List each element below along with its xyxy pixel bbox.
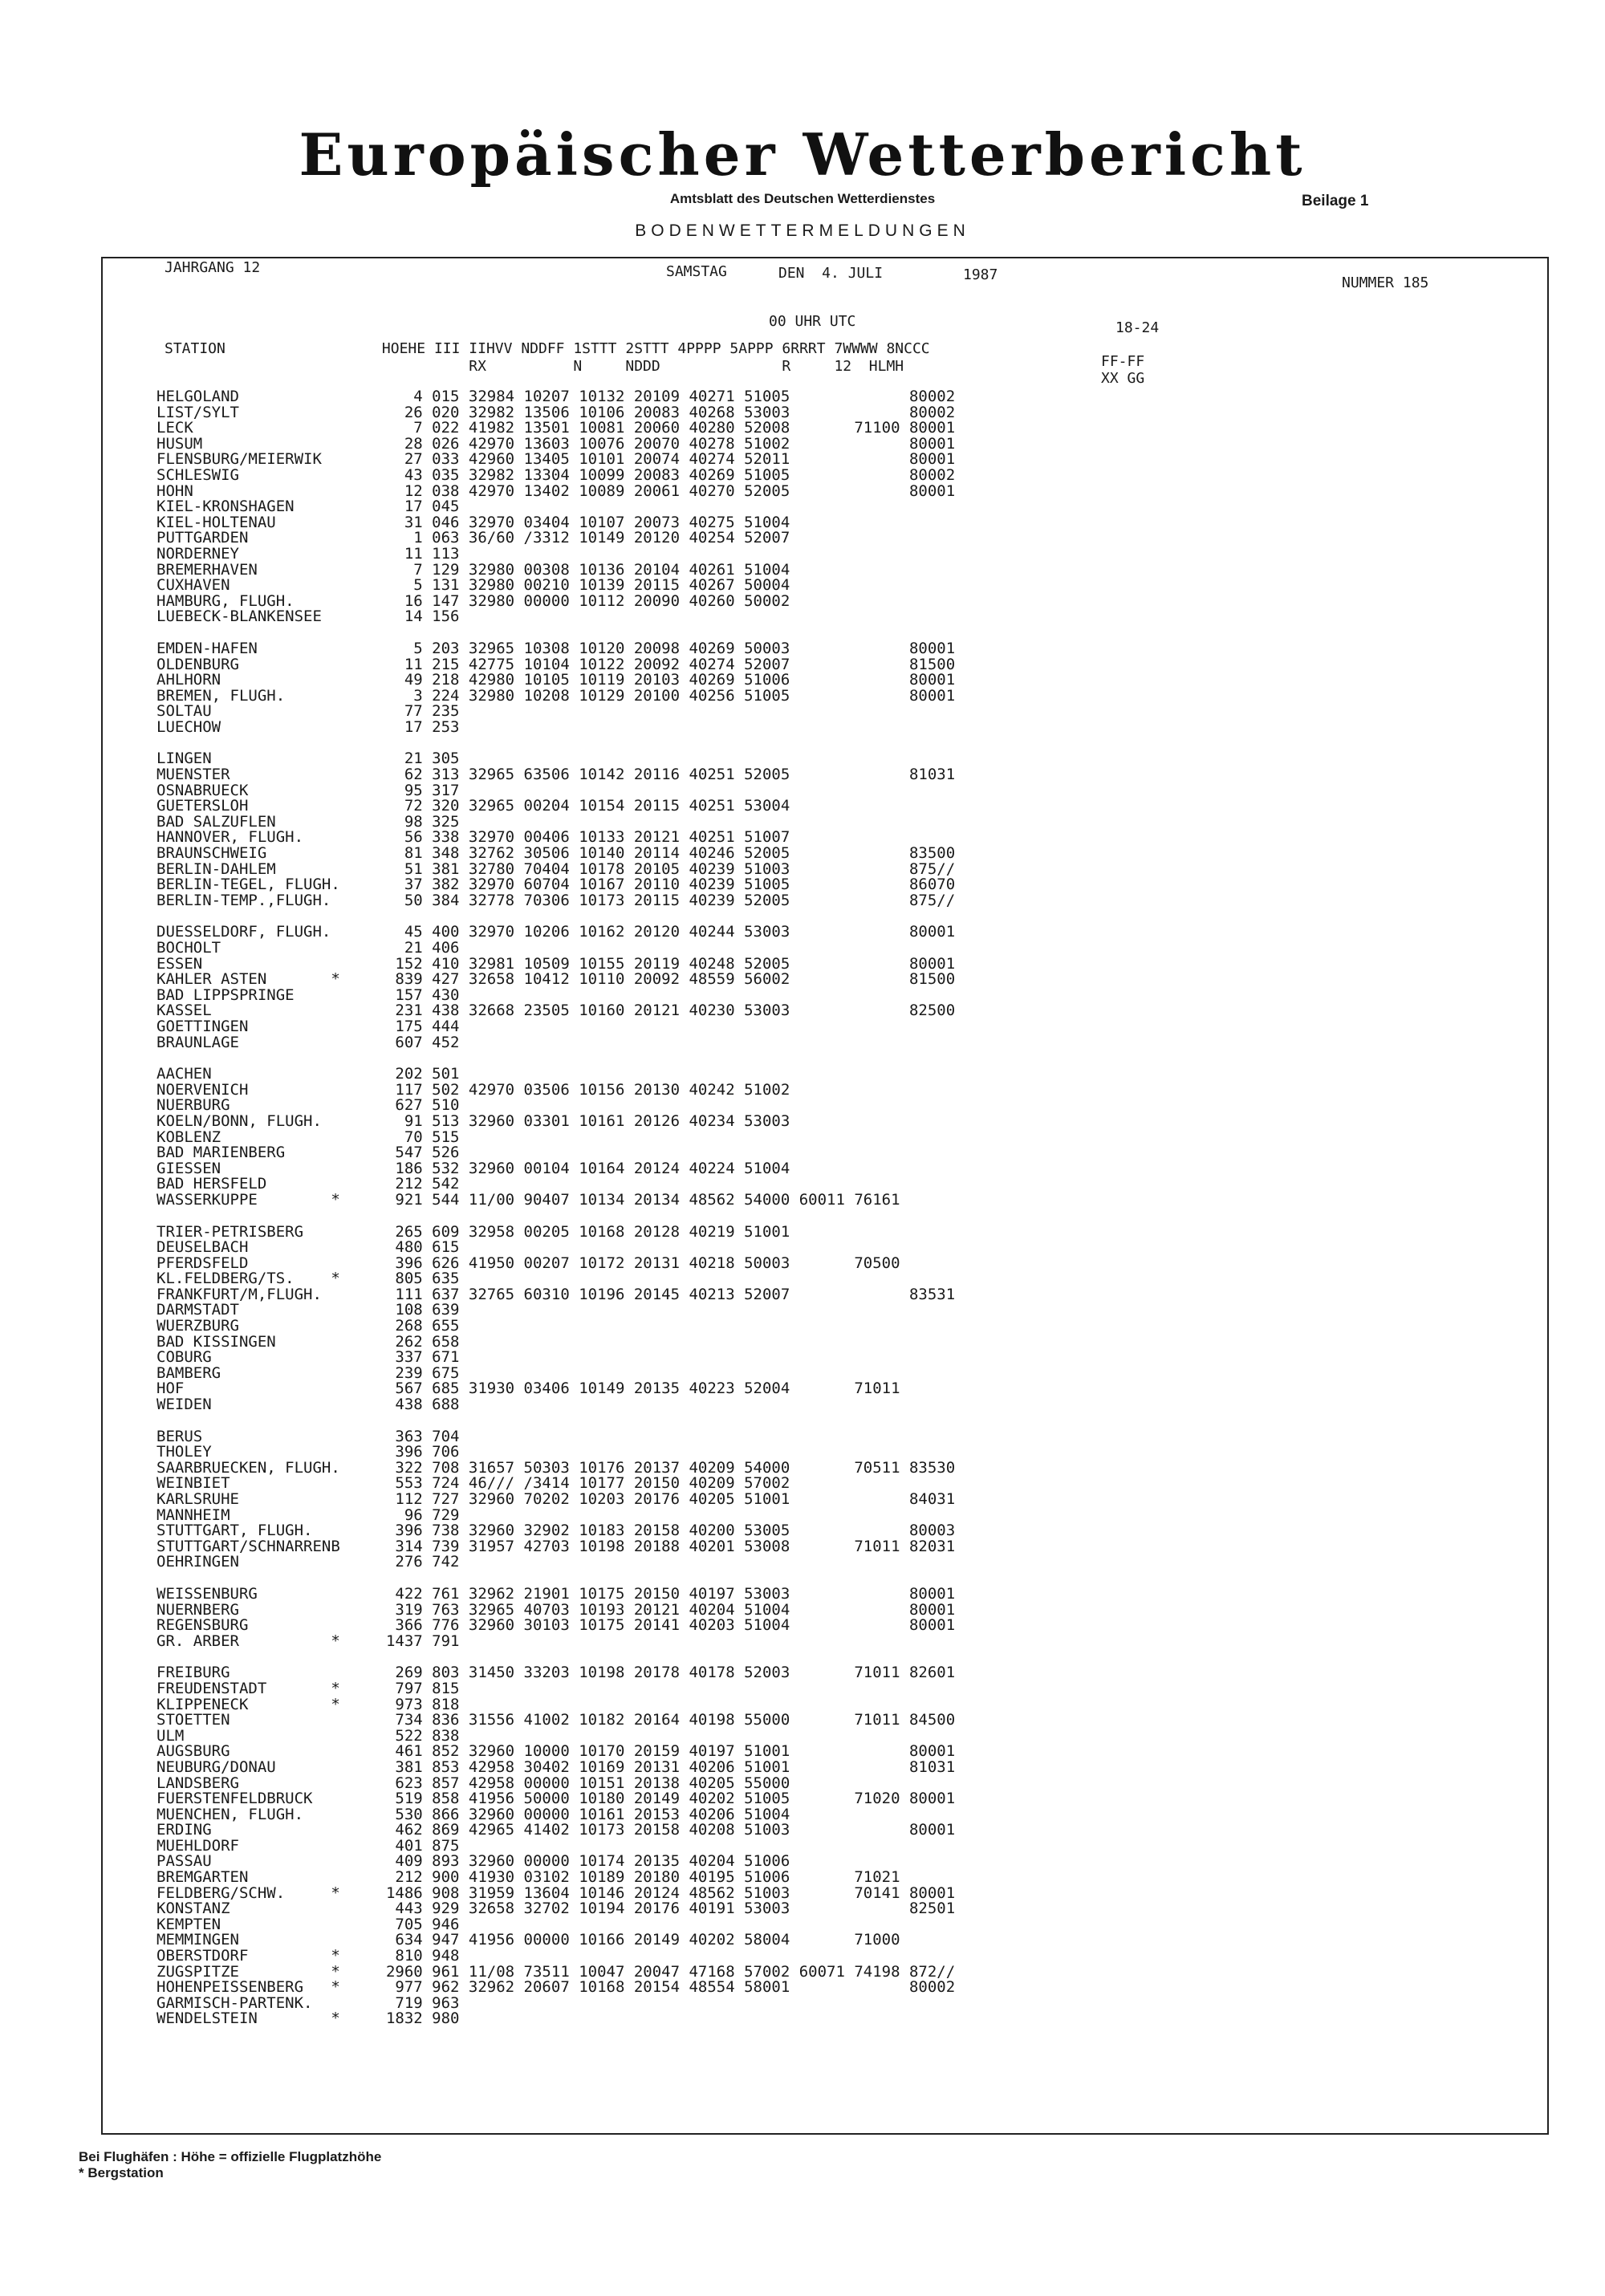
station-row: BOCHOLT 21 406	[156, 939, 460, 957]
station-row: DARMSTADT 108 639	[156, 1301, 460, 1319]
column-subheaders: RX N NDDD R 12 HLMH	[165, 358, 904, 375]
section-title: BODENWETTERMELDUNGEN	[635, 221, 970, 240]
station-row: MUEHLDORF 401 875	[156, 1836, 460, 1855]
station-row: WEINBIET 553 724 46/// /3414 10177 20150 40209 57002	[156, 1474, 790, 1493]
station-row: LUECHOW 17 253	[156, 717, 460, 736]
report-subtitle: Amtsblatt des Deutschen Wetterdienstes	[669, 191, 936, 206]
report-title: Europäischer Wetterbericht	[299, 120, 1306, 189]
station-row: GIESSEN 186 532 32960 00104 10164 20124 40224 51004	[156, 1159, 790, 1177]
station-row: BERLIN-DAHLEM 51 381 32780 70404 10178 20105 40239 51003 875//	[156, 859, 956, 878]
station-table	[156, 389, 955, 2027]
station-row: SCHLESWIG 43 035 32982 13304 10099 20083 40269 51005 80002	[156, 465, 956, 484]
station-row: SOLTAU 77 235	[156, 702, 460, 721]
station-row: GUETERSLOH 72 320 32965 00204 10154 20115 40251 53004	[156, 797, 790, 815]
station-row: ULM 522 838	[156, 1726, 460, 1745]
year: 1987	[963, 266, 998, 283]
issue-number: NUMMER 185	[1342, 274, 1429, 291]
station-row: THOLEY 396 706	[156, 1443, 460, 1461]
station-row: PFERDSFELD 396 626 41950 00207 10172 20131 40218 50003 70500	[156, 1254, 900, 1272]
station-row: OEHRINGEN 276 742	[156, 1553, 460, 1571]
station-row: HAMBURG, FLUGH. 16 147 32980 00000 10112 20090 40260 50002	[156, 591, 790, 610]
station-row: FUERSTENFELDBRUCK 519 858 41956 50000 10180 20149 40202 51005 71020 80001	[156, 1790, 956, 1808]
station-row: BAD MARIENBERG 547 526	[156, 1144, 460, 1162]
station-row: COBURG 337 671	[156, 1348, 460, 1367]
station-row: HOHN 12 038 42970 13402 10089 20061 40270 52005 80001	[156, 482, 956, 500]
station-row: STOETTEN 734 836 31556 41002 10182 20164 40198 55000 71011 84500	[156, 1711, 956, 1729]
station-row: AHLHORN 49 218 42980 10105 10119 20103 40269 51006 80001	[156, 671, 956, 689]
jahrgang: JAHRGANG 12	[165, 259, 261, 276]
station-row: STUTTGART, FLUGH. 396 738 32960 32902 10183 20158 40200 53005 80003	[156, 1522, 956, 1540]
station-row: BAMBERG 239 675	[156, 1363, 460, 1382]
station-row: BRAUNLAGE 607 452	[156, 1033, 460, 1051]
station-row: WEISSENBURG 422 761 32962 21901 10175 20150 40197 53003 80001	[156, 1584, 956, 1603]
station-row: KOELN/BONN, FLUGH. 91 513 32960 03301 10161 20126 40234 53003	[156, 1111, 790, 1130]
station-row: KEMPTEN 705 946	[156, 1915, 460, 1933]
station-row: HELGOLAND 4 015 32984 10207 10132 20109 40271 51005 80002	[156, 388, 956, 405]
station-row: MUENCHEN, FLUGH. 530 866 32960 00000 10161 20153 40206 51004	[156, 1805, 790, 1823]
station-row: DEUSELBACH 480 615	[156, 1238, 460, 1257]
group-separator	[156, 1649, 955, 1665]
station-row: BAD KISSINGEN 262 658	[156, 1332, 460, 1351]
station-row: BERLIN-TEGEL, FLUGH. 37 382 32970 60704 10167 20110 40239 51005 86070	[156, 876, 956, 894]
station-row: HUSUM 28 026 42970 13603 10076 20070 40278 51002 80001	[156, 434, 956, 453]
station-row: KL.FELDBERG/TS. * 805 635	[156, 1270, 460, 1288]
group-separator	[156, 908, 955, 924]
station-row: HOF 567 685 31930 03406 10149 20135 40223 52004 71011	[156, 1380, 900, 1398]
station-row: OBERSTDORF * 810 948	[156, 1947, 460, 1965]
station-row: ZUGSPITZE * 2960 961 11/08 73511 10047 20047 47168 57002 60071 74198 872//	[156, 1962, 956, 1981]
station-row: TRIER-PETRISBERG 265 609 32958 00205 10168 20128 40219 51001	[156, 1222, 790, 1241]
station-row: PASSAU 409 893 32960 00000 10174 20135 40204 51006	[156, 1852, 790, 1871]
station-row: KASSEL 231 438 32668 23505 10160 20121 40230 53003 82500	[156, 1002, 956, 1020]
station-row: FREUDENSTADT * 797 815	[156, 1679, 460, 1697]
column-header-xx: XX GG	[1101, 370, 1145, 387]
station-row: KARLSRUHE 112 727 32960 70202 10203 20176 40205 51001 84031	[156, 1490, 956, 1508]
group-separator	[156, 1050, 955, 1067]
station-row: REGENSBURG 366 776 32960 30103 10175 20141 40203 51004 80001	[156, 1616, 956, 1635]
station-row: BERLIN-TEMP.,FLUGH. 50 384 32778 70306 10173 20115 40239 52005 875//	[156, 891, 956, 909]
group-separator	[156, 1413, 955, 1429]
weekday: SAMSTAG	[666, 263, 727, 280]
station-row: NUERNBERG 319 763 32965 40703 10193 20121 40204 51004 80001	[156, 1600, 956, 1619]
station-row: AACHEN 202 501	[156, 1065, 460, 1083]
station-row: LUEBECK-BLANKENSEE 14 156	[156, 608, 460, 626]
station-row: LECK 7 022 41982 13501 10081 20060 40280 52008 71100 80001	[156, 419, 956, 437]
station-row: STUTTGART/SCHNARRENB 314 739 31957 42703 10198 20188 40201 53008 71011 82031	[156, 1537, 956, 1555]
station-row: CUXHAVEN 5 131 32980 00210 10139 20115 40267 50004	[156, 576, 790, 595]
station-row: ERDING 462 869 42965 41402 10173 20158 40208 51003 80001	[156, 1821, 956, 1839]
station-row: GOETTINGEN 175 444	[156, 1017, 460, 1035]
station-row: FRANKFURT/M,FLUGH. 111 637 32765 60310 10196 20145 40213 52007 83531	[156, 1285, 956, 1303]
station-row: EMDEN-HAFEN 5 203 32965 10308 10120 20098 40269 50003 80001	[156, 639, 956, 657]
station-row: GARMISCH-PARTENK. 719 963	[156, 1993, 460, 2012]
column-headers: STATION HOEHE III IIHVV NDDFF 1STTT 2STTT 4PPPP 5APPP 6RRRT 7WWWW 8NCCC	[165, 340, 930, 357]
station-row: KLIPPENECK * 973 818	[156, 1695, 460, 1713]
station-row: BREMGARTEN 212 900 41930 03102 10189 20180 40195 51006 71021	[156, 1868, 900, 1887]
station-row: NEUBURG/DONAU 381 853 42958 30402 10169 20131 40206 51001 81031	[156, 1758, 956, 1776]
station-row: DUESSELDORF, FLUGH. 45 400 32970 10206 10162 20120 40244 53003 80001	[156, 923, 956, 941]
station-row: OLDENBURG 11 215 42775 10104 10122 20092 40274 52007 81500	[156, 655, 956, 673]
station-row: KIEL-HOLTENAU 31 046 32970 03404 10107 20073 40275 51004	[156, 513, 790, 531]
footnote-mountain: * Bergstation	[79, 2165, 164, 2180]
observation-time: 00 UHR UTC	[769, 313, 856, 330]
station-row: BRAUNSCHWEIG 81 348 32762 30506 10140 20114 40246 52005 83500	[156, 844, 956, 863]
station-row: GR. ARBER * 1437 791	[156, 1632, 460, 1650]
station-row: NORDERNEY 11 113	[156, 544, 460, 563]
station-row: MEMMINGEN 634 947 41956 00000 10166 20149 40202 58004 71000	[156, 1931, 900, 1949]
station-row: LANDSBERG 623 857 42958 00000 10151 20138 40205 55000	[156, 1774, 790, 1792]
station-row: BAD LIPPSPRINGE 157 430	[156, 985, 460, 1004]
station-row: PUTTGARDEN 1 063 36/60 /3312 10149 20120 40254 52007	[156, 529, 790, 547]
date: DEN 4. JULI	[778, 265, 884, 282]
station-row: BERUS 363 704	[156, 1427, 460, 1445]
station-row: FLENSBURG/MEIERWIK 27 033 42960 13405 10101 20074 40274 52011 80001	[156, 450, 956, 469]
station-row: ESSEN 152 410 32981 10509 10155 20119 40248 52005 80001	[156, 954, 956, 973]
station-row: NUERBURG 627 510	[156, 1096, 460, 1115]
station-row: KOBLENZ 70 515	[156, 1128, 460, 1146]
station-row: LIST/SYLT 26 020 32982 13506 10106 20083 40268 53003 80002	[156, 403, 956, 421]
station-row: HOHENPEISSENBERG * 977 962 32962 20607 10168 20154 48554 58001 80002	[156, 1978, 956, 1997]
station-row: NOERVENICH 117 502 42970 03506 10156 20130 40242 51002	[156, 1080, 790, 1099]
station-row: MUENSTER 62 313 32965 63506 10142 20116 40251 52005 81031	[156, 766, 956, 784]
group-separator	[156, 625, 955, 641]
group-separator	[156, 735, 955, 751]
station-row: AUGSBURG 461 852 32960 10000 10170 20159 40197 51001 80001	[156, 1742, 956, 1761]
station-row: FREIBURG 269 803 31450 33203 10198 20178 40178 52003 71011 82601	[156, 1664, 956, 1682]
station-row: KAHLER ASTEN * 839 427 32658 10412 10110 20092 48559 56002 81500	[156, 970, 956, 989]
station-row: BREMERHAVEN 7 129 32980 00308 10136 20104 40261 51004	[156, 560, 790, 579]
station-row: OSNABRUECK 95 317	[156, 781, 460, 799]
beilage-label: Beilage 1	[1302, 193, 1369, 209]
station-row: WASSERKUPPE * 921 544 11/00 90407 10134 20134 48562 54000 60011 76161	[156, 1190, 900, 1209]
group-separator	[156, 1571, 955, 1587]
station-row: SAARBRUECKEN, FLUGH. 322 708 31657 50303 10176 20137 40209 54000 70511 83530	[156, 1458, 956, 1477]
station-row: WUERZBURG 268 655	[156, 1317, 460, 1335]
station-row: WEIDEN 438 688	[156, 1396, 460, 1414]
time-range: 18-24	[1115, 319, 1160, 336]
footnote-airport: Bei Flughäfen : Höhe = offizielle Flugplatzhöhe	[79, 2149, 382, 2164]
station-row: BREMEN, FLUGH. 3 224 32980 10208 10129 20100 40256 51005 80001	[156, 686, 956, 705]
station-row: LINGEN 21 305	[156, 750, 460, 768]
group-separator	[156, 1209, 955, 1225]
station-row: BAD SALZUFLEN 98 325	[156, 812, 460, 831]
station-row: WENDELSTEIN * 1832 980	[156, 2010, 460, 2028]
column-header-ff: FF-FF	[1101, 353, 1145, 370]
station-row: MANNHEIM 96 729	[156, 1506, 460, 1524]
station-row: KIEL-KRONSHAGEN 17 045	[156, 498, 460, 516]
station-row: KONSTANZ 443 929 32658 32702 10194 20176 40191 53003 82501	[156, 1900, 956, 1918]
station-row: HANNOVER, FLUGH. 56 338 32970 00406 10133 20121 40251 51007	[156, 828, 790, 847]
station-row: FELDBERG/SCHW. * 1486 908 31959 13604 10146 20124 48562 51003 70141 80001	[156, 1884, 956, 1902]
station-row: BAD HERSFELD 212 542	[156, 1175, 460, 1193]
